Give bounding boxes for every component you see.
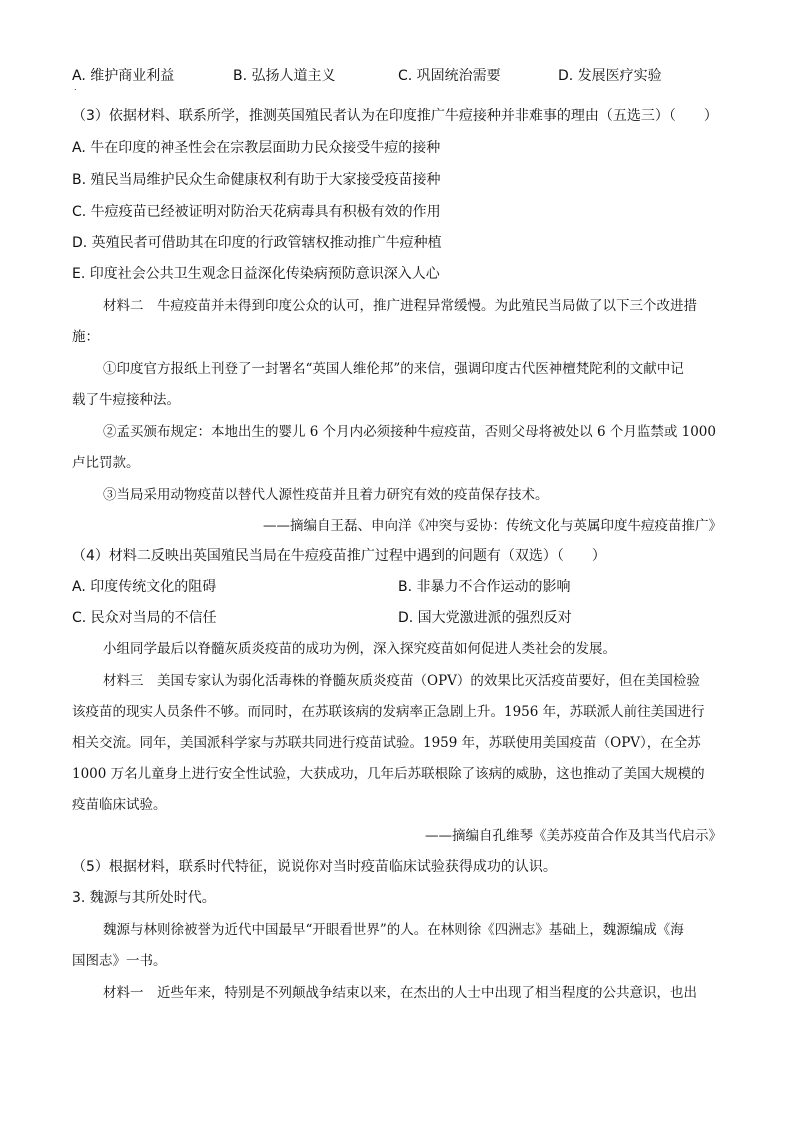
q4-option-b: B. 非暴力不合作运动的影响 [398, 579, 571, 595]
material3-source: ——摘编自孔维琴《美苏疫苗合作及其当代启示》 [425, 828, 722, 844]
material2-item2-line1: ②孟买颁布规定：本地出生的婴儿 6 个月内必须接种牛痘疫苗，否则父母将被处以 6 个月监禁或 1000 [103, 424, 716, 440]
q3-option-c: C. 牛痘疫苗已经被证明对防治天花病毒具有积极有效的作用 [72, 204, 441, 220]
q5-stem: （5）根据材料，联系时代特征，说说你对当时疫苗临床试验获得成功的认识。 [72, 859, 557, 875]
q4-option-a: A. 印度传统文化的阻碍 [72, 579, 217, 595]
material2-item1-line1: ①印度官方报纸上刊登了一封署名“英国人维伦邦”的来信，强调印度古代医神檀梵陀利的文献中记 [103, 361, 684, 377]
material3-line2: 该疫苗的现实人员条件不够。而同时，在苏联该病的发病率正急剧上升。1956 年，苏联派人前往美国进行 [72, 704, 705, 720]
section3-intro-line2: 国图志》一书。 [72, 953, 167, 969]
decorative-dot: . [74, 83, 77, 92]
q2-option-c: C. 巩固统治需要 [398, 68, 501, 84]
section3-material1-line1: 材料一 近些年来，特别是不列颠战争结束以来，在杰出的人士中出现了相当程度的公共意识，也出 [103, 985, 697, 1001]
material2-item2-line2: 卢比罚款。 [72, 455, 140, 471]
material3-line1: 材料三 美国专家认为弱化活毒株的脊髓灰质炎疫苗（OPV）的效果比灭活疫苗要好，但在美国检验 [103, 673, 700, 689]
q3-option-b: B. 殖民当局维护民众生命健康权利有助于大家接受疫苗接种 [72, 172, 441, 188]
material3-line3: 相关交流。同年，美国派科学家与苏联共同进行疫苗试验。1959 年，苏联使用美国疫苗（OPV），在全苏 [72, 735, 701, 751]
material2-item3: ③当局采用动物疫苗以替代人源性疫苗并且着力研究有效的疫苗保存技术。 [103, 487, 549, 503]
q4-option-d: D. 国大党激进派的强烈反对 [398, 610, 572, 626]
q3-option-e: E. 印度社会公共卫生观念日益深化传染病预防意识深入人心 [72, 266, 440, 282]
q2-option-d: D. 发展医疗实验 [558, 68, 662, 84]
q2-option-b: B. 弘扬人道主义 [233, 68, 336, 84]
q2-option-a: A. 维护商业利益 [72, 68, 175, 84]
group-note: 小组同学最后以脊髓灰质炎疫苗的成功为例，深入探究疫苗如何促进人类社会的发展。 [103, 641, 616, 657]
section3-intro-line1: 魏源与林则徐被誉为近代中国最早“开眼看世界”的人。在林则徐《四洲志》基础上，魏源编成《海 [103, 922, 684, 938]
q4-option-c: C. 民众对当局的不信任 [72, 610, 217, 626]
section3-title: 3. 魏源与其所处时代。 [72, 890, 216, 906]
q3-option-a: A. 牛在印度的神圣性会在宗教层面助力民众接受牛痘的接种 [72, 140, 441, 156]
q3-option-d: D. 英殖民者可借助其在印度的行政管辖权推动推广牛痘种植 [72, 235, 442, 251]
material3-line4: 1000 万名儿童身上进行安全性试验，大获成功，几年后苏联根除了该病的威胁，这也推动了美国大规模的 [72, 766, 705, 782]
q3-stem: （3）依据材料、联系所学，推测英国殖民者认为在印度推广牛痘接种并非难事的理由（五选三）（ ） [72, 108, 718, 124]
material2-intro-line1: 材料二 牛痘疫苗并未得到印度公众的认可，推广进程异常缓慢。为此殖民当局做了以下三个改进措 [103, 298, 697, 314]
material2-intro-line2: 施： [72, 329, 99, 345]
material2-source: ——摘编自王磊、申向洋《冲突与妥协：传统文化与英属印度牛痘疫苗推广》 [263, 518, 722, 534]
q4-stem: （4）材料二反映出英国殖民当局在牛痘疫苗推广过程中遇到的问题有（双选）（ ） [72, 548, 606, 564]
material3-line5: 疫苗临床试验。 [72, 797, 167, 813]
material2-item1-line2: 载了牛痘接种法。 [72, 392, 180, 408]
